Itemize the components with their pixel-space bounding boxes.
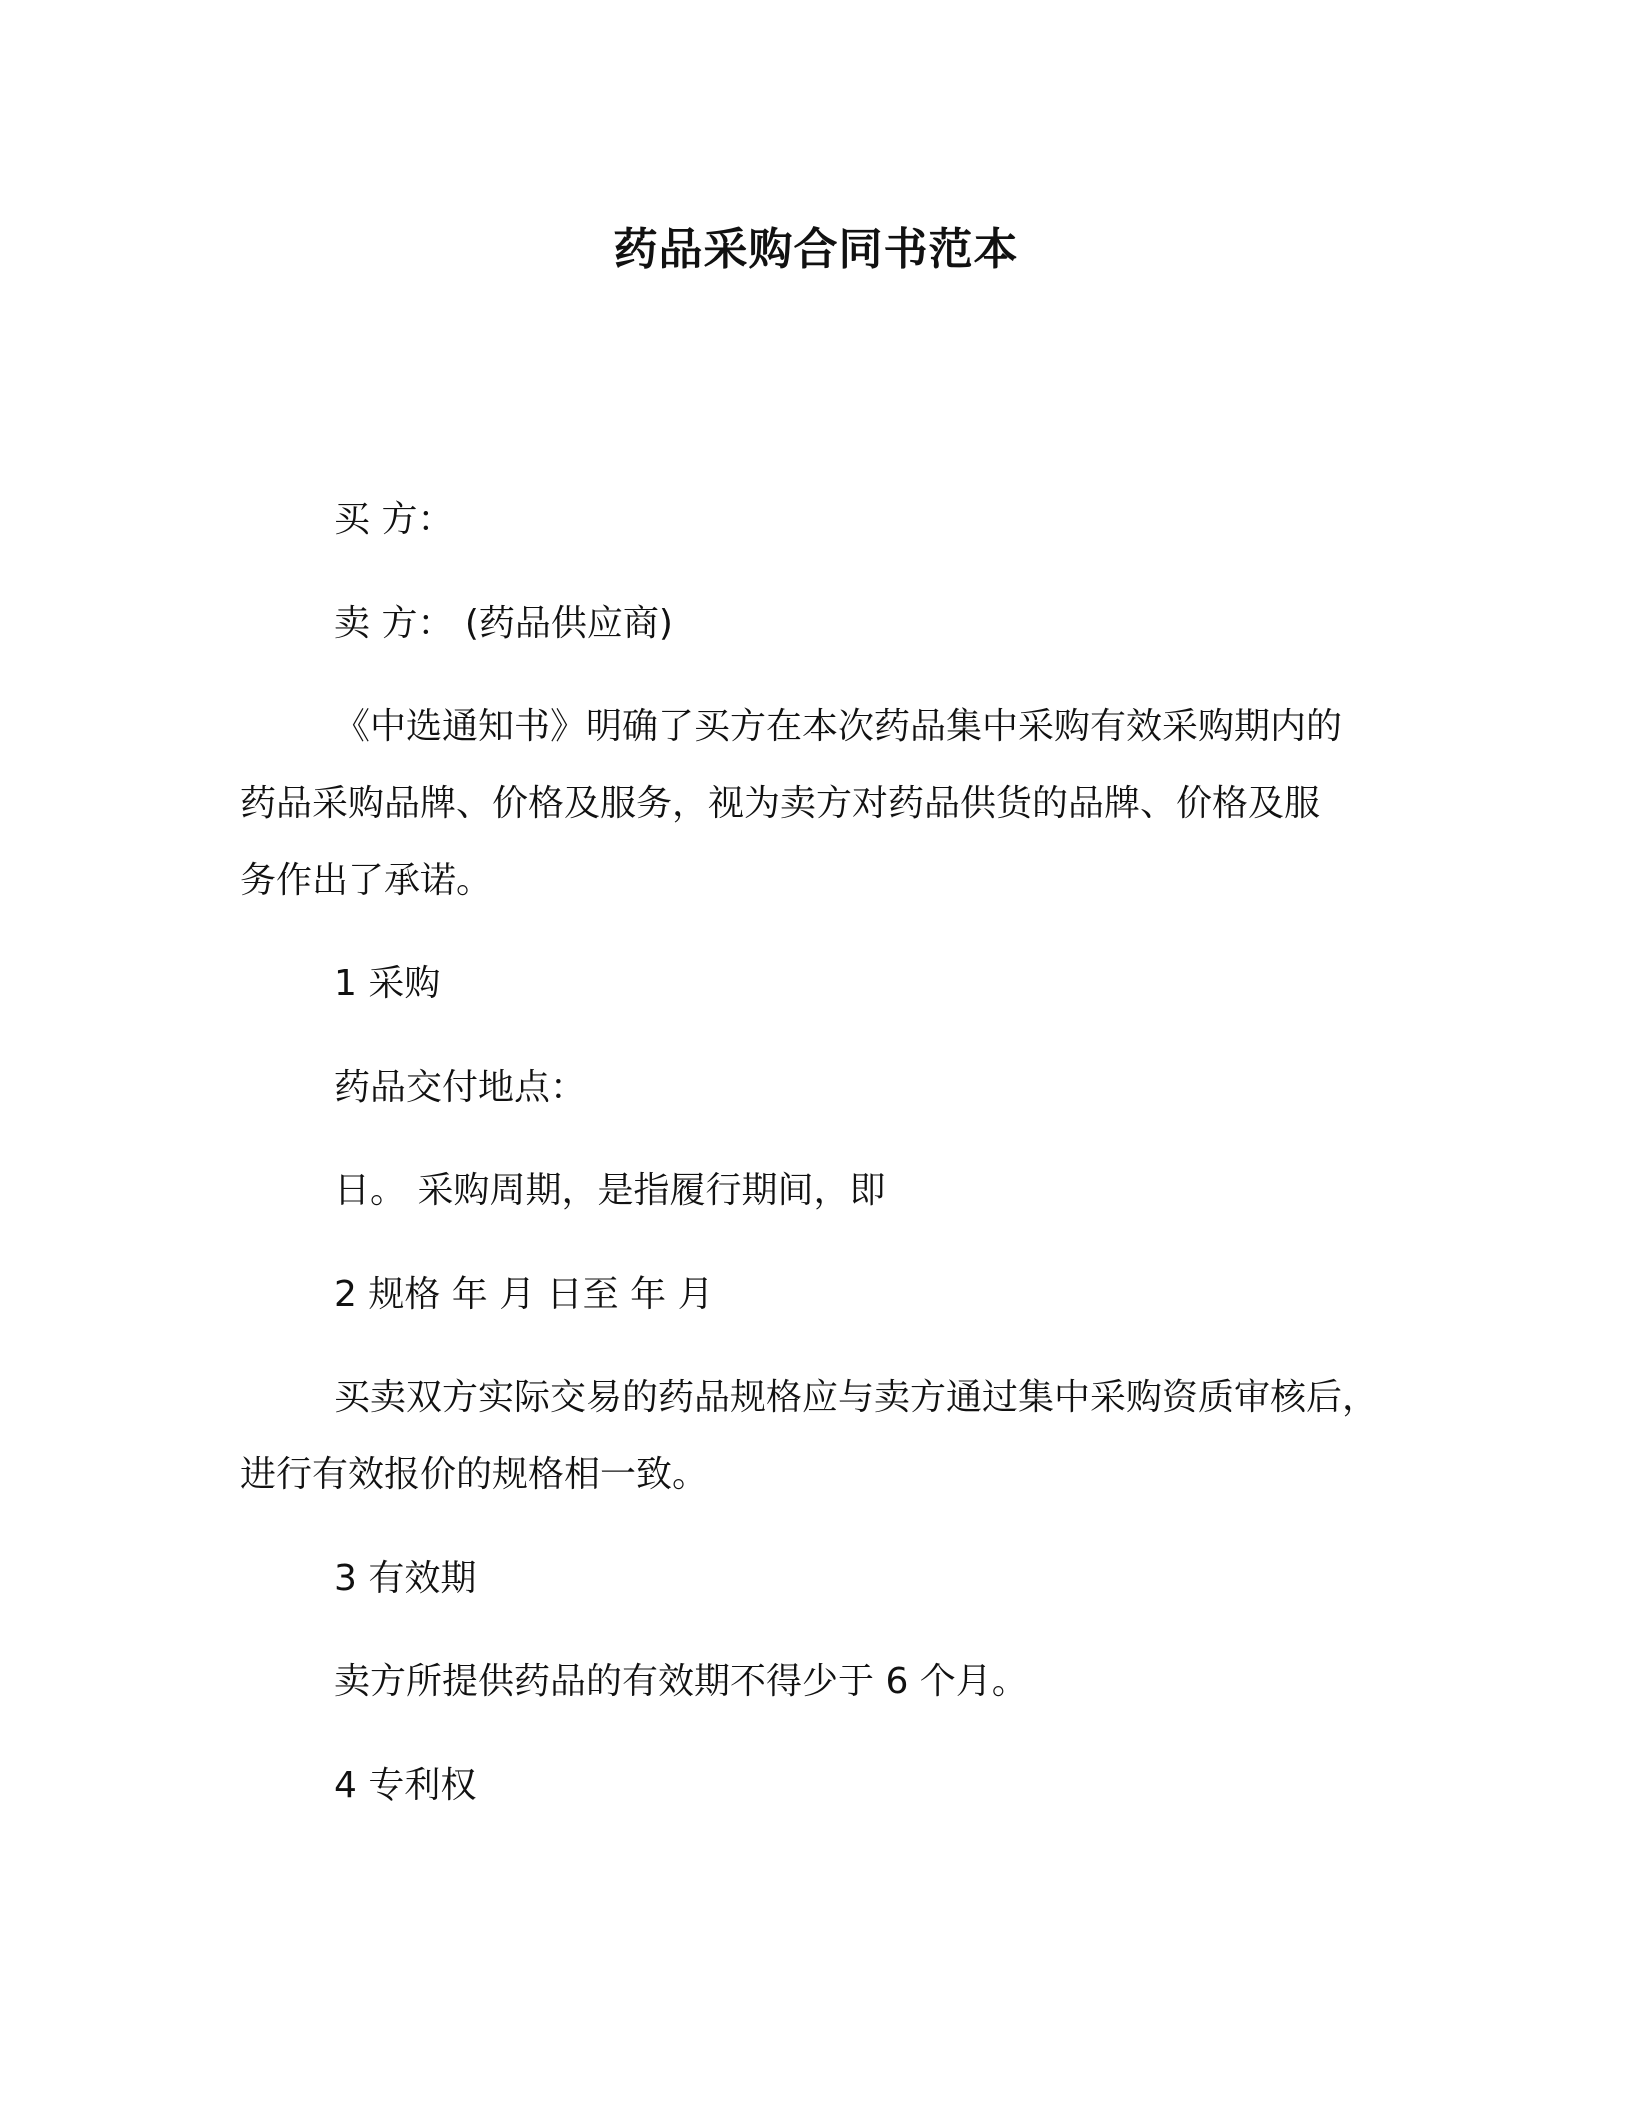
section-2-heading: 2 规格 年 月 日至 年 月: [334, 1274, 714, 1315]
intro-paragraph-line-1: 《中选通知书》明确了买方在本次药品集中采购有效采购期内的: [334, 706, 1343, 747]
seller-line: 卖 方： (药品供应商): [334, 603, 673, 644]
buyer-line: 买 方：: [334, 499, 454, 540]
intro-paragraph-line-2: 药品采购品牌、价格及服务，视为卖方对药品供货的品牌、价格及服: [240, 783, 1321, 824]
delivery-location-line: 药品交付地点：: [334, 1067, 587, 1108]
spec-paragraph-line-1: 买卖双方实际交易的药品规格应与卖方通过集中采购资质审核后，: [334, 1377, 1379, 1418]
section-4-heading: 4 专利权: [334, 1765, 477, 1806]
document-title: 药品采购合同书范本: [613, 224, 1019, 275]
intro-paragraph-line-3: 务作出了承诺。: [240, 860, 493, 901]
spec-paragraph-line-2: 进行有效报价的规格相一致。: [240, 1454, 709, 1495]
section-1-heading: 1 采购: [334, 963, 441, 1004]
validity-line: 卖方所提供药品的有效期不得少于 6 个月。: [334, 1661, 1028, 1702]
purchase-period-line: 日。 采购周期，是指履行期间，即: [334, 1170, 886, 1211]
section-3-heading: 3 有效期: [334, 1558, 477, 1599]
